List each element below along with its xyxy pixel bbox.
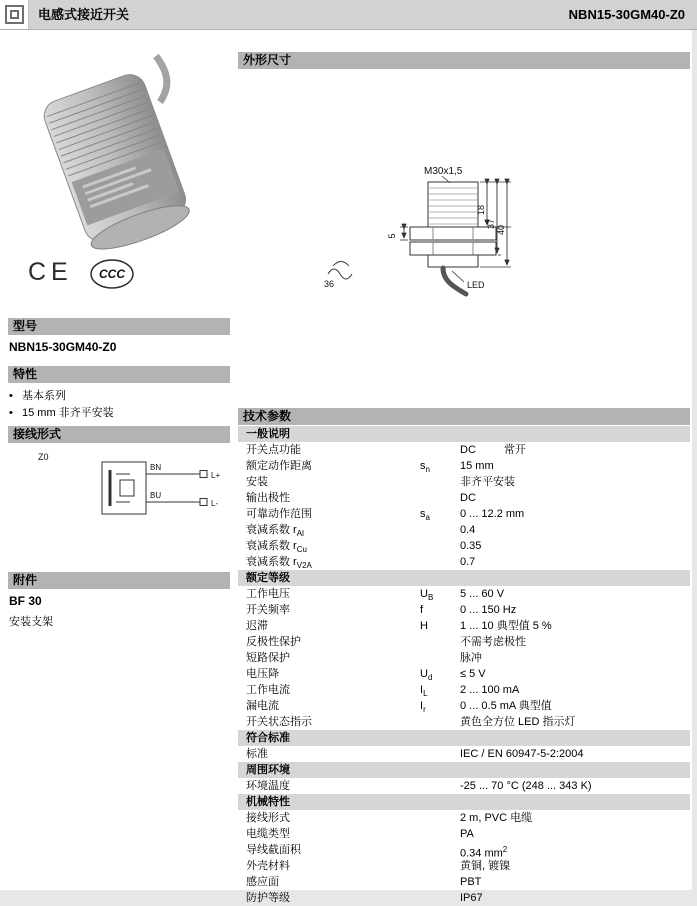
tech-row-label: 标准 [246, 748, 268, 760]
tech-row-value: DC [460, 492, 476, 504]
tech-row-label: 开关点功能 [246, 444, 301, 456]
ce-mark-icon: CE [28, 258, 73, 286]
tech-row-symbol [420, 810, 460, 826]
tech-row-label: 导线截面积 [246, 844, 301, 856]
tech-row-label: 工作电流 [246, 684, 290, 696]
tech-row-symbol [420, 650, 460, 666]
feature-item [9, 388, 114, 405]
tech-row-label: 反极性保护 [246, 636, 301, 648]
tech-row-symbol: $U_B$ [420, 588, 434, 603]
tech-row-symbol [420, 474, 460, 490]
wire-bottom-label: BU [150, 491, 162, 500]
tech-row-symbol [420, 634, 460, 650]
tech-row-symbol [420, 874, 460, 890]
features-list [9, 388, 114, 422]
certification-marks [26, 256, 216, 294]
tech-row-symbol [420, 858, 460, 874]
tech-row-value: -25 ... 70 °C (248 ... 343 K) [460, 780, 592, 792]
tech-row [238, 666, 690, 682]
sensor-body [40, 70, 195, 258]
tech-row-label: 可靠动作范围 [246, 508, 312, 520]
dim-40-label: 40 [496, 224, 506, 236]
tech-row [238, 618, 690, 634]
model-number: NBN15-30GM40-Z0 [9, 340, 117, 354]
dim-36-label: 36 [324, 279, 335, 289]
tech-row [238, 602, 690, 618]
tech-row-symbol [420, 778, 460, 794]
tech-row [238, 682, 690, 698]
tech-row-label: 输出极性 [246, 492, 290, 504]
dimension-drawing [238, 74, 690, 404]
bullet-icon: • [9, 407, 13, 419]
product-photo [10, 46, 222, 258]
tech-row [238, 890, 690, 906]
tech-row-value: 1 ... 10 典型值 5 % [460, 620, 552, 632]
terminal-top-label: L+ [211, 471, 221, 480]
tech-row [238, 698, 690, 714]
tech-row [238, 858, 690, 874]
tech-row-label: 感应面 [246, 876, 279, 888]
tech-row-symbol [420, 890, 460, 906]
tech-row-value: 0.34 $mm^2$ [460, 845, 508, 860]
led-label: LED [467, 280, 485, 290]
tech-row-label: 漏电流 [246, 700, 279, 712]
tech-row [238, 746, 690, 762]
section-heading-connection: 接线形式 [8, 426, 230, 443]
tech-row-label: 开关频率 [246, 604, 290, 616]
tech-row-symbol: $s_n$ [420, 460, 430, 475]
tech-row [238, 538, 690, 554]
dim-18-label: 18 [476, 204, 486, 216]
tech-row [238, 490, 690, 506]
tech-row-value: 脉冲 [460, 652, 482, 664]
tech-row-symbol [420, 538, 460, 554]
tech-table [238, 426, 690, 906]
tech-row-label: 衰减系数 $r_{Cu}$ [246, 540, 307, 555]
dim-5-label: 5 [387, 233, 397, 239]
feature-text: 基本系列 [22, 390, 66, 402]
tech-row-label: 衰减系数 $r_{Al}$ [246, 524, 304, 539]
tech-row-label: 接线形式 [246, 812, 290, 824]
tech-row-label: 衰减系数 $r_{V2A}$ [246, 556, 312, 571]
ccc-mark-icon [88, 258, 136, 290]
tech-row-value: 非齐平安装 [460, 476, 515, 488]
tech-row-symbol [420, 490, 460, 506]
tech-row [238, 506, 690, 522]
tech-row-label: 防护等级 [246, 892, 290, 904]
tech-row-symbol: $I_L$ [420, 684, 428, 699]
tech-section-title: 额定等级 [238, 570, 690, 586]
section-heading-model: 型号 [8, 318, 230, 335]
dim-37-label: 37 [486, 218, 496, 230]
tech-row-symbol: f [420, 604, 424, 616]
tech-row-value: 0 ... 150 Hz [460, 604, 517, 616]
tech-row-label: 电压降 [246, 668, 279, 680]
tech-row-symbol [420, 554, 460, 570]
wire-top-label: BN [150, 463, 162, 472]
accessory-description: 安装支架 [9, 616, 53, 628]
tech-row [238, 778, 690, 794]
tech-row-value: IP67 [460, 892, 483, 904]
tech-row-value: 0.35 [460, 540, 482, 552]
tech-row [238, 874, 690, 890]
document-title: 电感式接近开关 [38, 7, 130, 22]
tech-row-value: ≤ 5 V [460, 668, 486, 680]
section-heading-accessories: 附件 [8, 572, 230, 589]
feature-item [9, 405, 114, 422]
tech-row-value: 2 m, PVC 电缆 [460, 812, 533, 824]
tech-row-value: PA [460, 828, 474, 840]
tech-row [238, 474, 690, 490]
tech-row-value: PBT [460, 876, 482, 888]
tech-row-symbol [420, 714, 460, 730]
tech-row-value: 0.4 [460, 524, 476, 536]
tech-row [238, 810, 690, 826]
tech-row-symbol [420, 826, 460, 842]
tech-row [238, 650, 690, 666]
bullet-icon: • [9, 390, 13, 402]
tech-row-label: 外壳材料 [246, 860, 290, 872]
tech-row-symbol: $U_d$ [420, 668, 433, 683]
terminal-bottom-label: L- [211, 499, 219, 508]
tech-row-value: 0.7 [460, 556, 476, 568]
tech-row-value: 5 ... 60 V [460, 588, 505, 600]
tech-row-label: 安装 [246, 476, 268, 488]
tech-row-value: 不需考虑极性 [460, 636, 526, 648]
tech-row [238, 714, 690, 730]
accessory-model: BF 30 [9, 594, 42, 608]
tech-section-title: 机械特性 [238, 794, 690, 810]
tech-row-symbol [420, 842, 460, 858]
tech-row-label: 开关状态指示 [246, 716, 312, 728]
feature-text: 15 mm 非齐平安装 [22, 407, 114, 419]
ccc-mark-text: CCC [99, 267, 125, 281]
tech-row-label: 电缆类型 [246, 828, 290, 840]
tech-row-symbol: $I_r$ [420, 700, 426, 715]
tech-row [238, 522, 690, 538]
tech-row-value: 0 ... 0.5 mA 典型值 [460, 700, 552, 712]
tech-row-value: 0 ... 12.2 mm [460, 508, 525, 520]
tech-row [238, 442, 690, 458]
tech-row-label: 短路保护 [246, 652, 290, 664]
wiring-diagram [10, 448, 224, 528]
tech-row [238, 554, 690, 570]
tech-row-value: DC 常开 [460, 444, 526, 456]
tech-row-symbol: $s_a$ [420, 508, 430, 523]
tech-row-label: 额定动作距离 [246, 460, 312, 472]
tech-row [238, 826, 690, 842]
dim-thread-label: M30x1,5 [424, 166, 463, 177]
tech-section-title: 符合标准 [238, 730, 690, 746]
brand-icon-box [0, 0, 29, 29]
tech-row-symbol: H [420, 620, 428, 632]
tech-row-value: IEC / EN 60947-5-2:2004 [460, 748, 584, 760]
tech-row-value: 黄铜, 镀镍 [460, 860, 511, 872]
tech-row [238, 586, 690, 602]
tech-row-label: 迟滞 [246, 620, 268, 632]
tech-section-title: 一般说明 [238, 426, 690, 442]
section-heading-tech: 技术参数 [238, 408, 690, 425]
tech-row-symbol [420, 522, 460, 538]
tech-row-value: 15 mm [460, 460, 494, 472]
tech-row-symbol [420, 746, 460, 762]
tech-row-label: 环境温度 [246, 780, 290, 792]
tech-section-title: 周围环境 [238, 762, 690, 778]
tech-row-value: 黄色全方位 LED 指示灯 [460, 716, 576, 728]
section-heading-dimensions: 外形尺寸 [238, 52, 690, 69]
wiring-variant-label: Z0 [38, 452, 49, 462]
tech-row [238, 842, 690, 858]
tech-row [238, 634, 690, 650]
page-header [0, 0, 697, 30]
brand-cube-icon [5, 5, 24, 24]
sensor-cable [156, 56, 167, 102]
section-heading-features: 特性 [8, 366, 230, 383]
part-number: NBN15-30GM40-Z0 [568, 7, 685, 22]
tech-row-symbol [420, 442, 460, 458]
tech-row [238, 458, 690, 474]
tech-row-value: 2 ... 100 mA [460, 684, 520, 696]
tech-row-label: 工作电压 [246, 588, 290, 600]
